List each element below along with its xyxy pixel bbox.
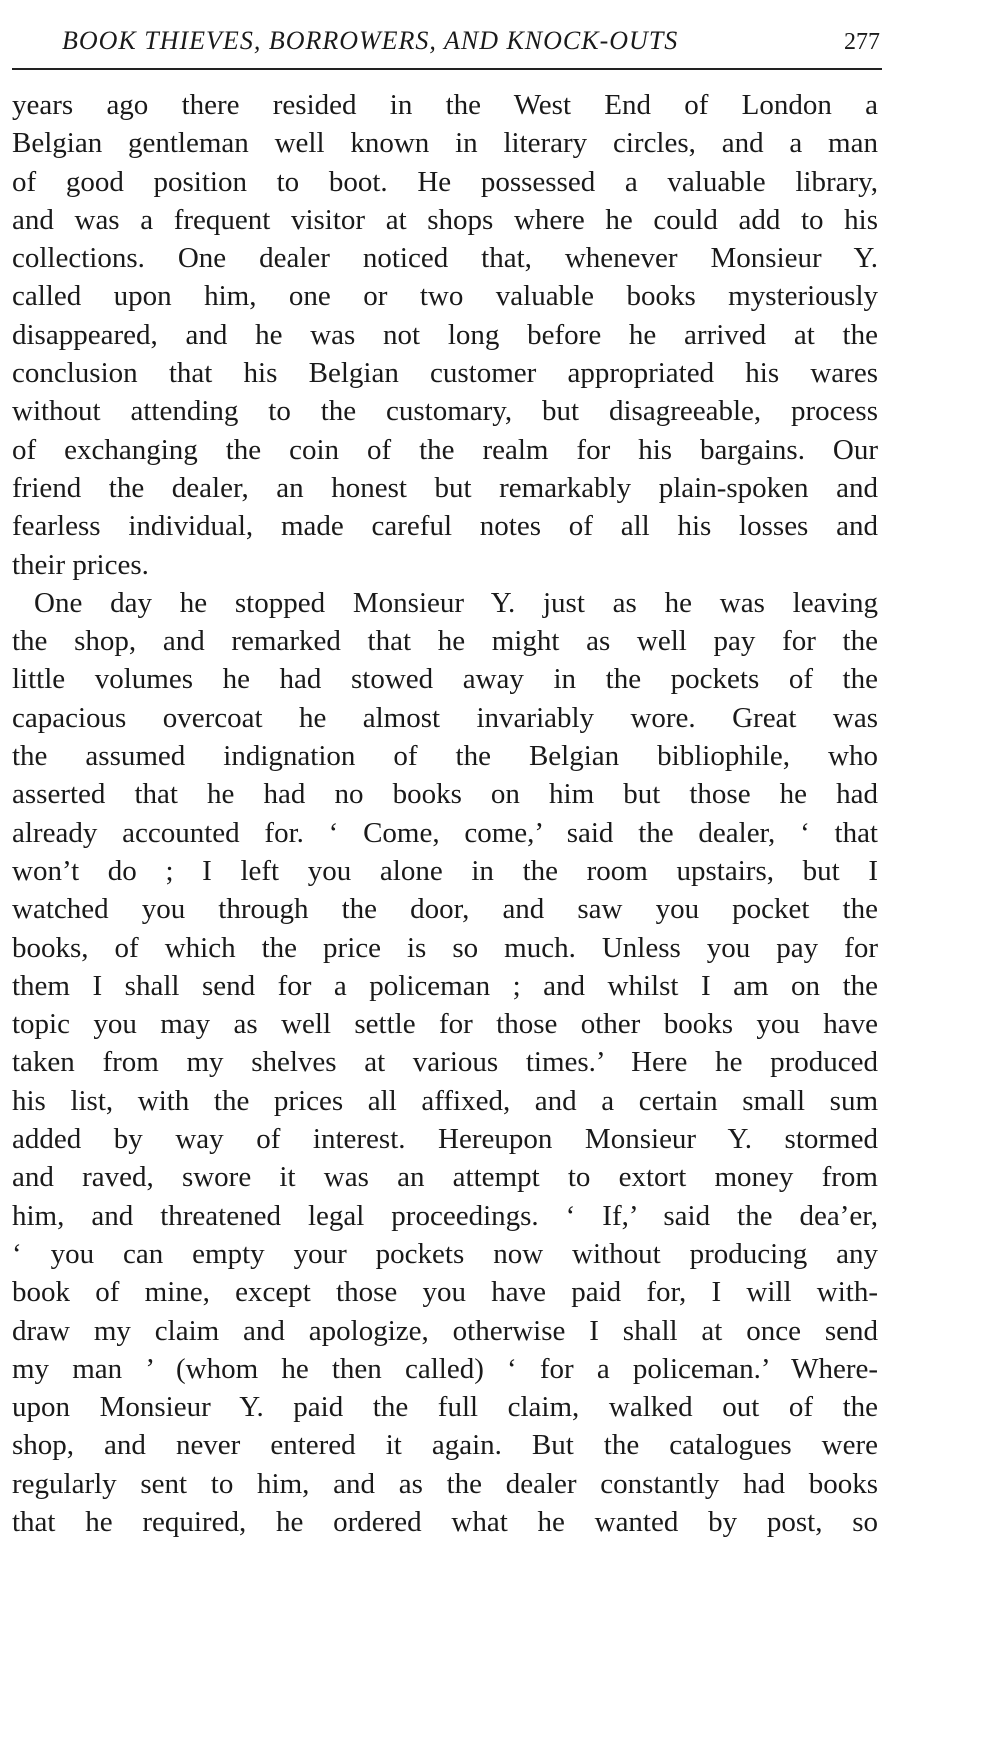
page-number: 277 (844, 29, 880, 55)
text-line: regularly sent to him, and as the dealer constantly had books (12, 1467, 878, 1500)
book-page (12, 0, 878, 1755)
header-rule (12, 68, 882, 70)
text-line: and raved, swore it was an attempt to extort money from (12, 1161, 878, 1194)
text-line: my man ’ (whom he then called) ‘ for a policeman.’ Where- (12, 1352, 878, 1385)
text-line: of good position to boot. He possessed a valuable library, (12, 165, 878, 198)
text-line: them I shall send for a policeman ; and whilst I am on the (12, 969, 878, 1002)
text-line: and was a frequent visitor at shops where he could add to his (12, 203, 878, 236)
running-head (12, 24, 878, 64)
text-line: his list, with the prices all affixed, and a certain small sum (12, 1084, 878, 1117)
text-line: the assumed indignation of the Belgian bibliophile, who (12, 740, 878, 773)
text-line: of exchanging the coin of the realm for his bargains. Our (12, 433, 878, 466)
text-line: won’t do ; I left you alone in the room upstairs, but I (12, 854, 878, 887)
text-line: that he required, he ordered what he wanted by post, so (12, 1505, 878, 1538)
text-line: little volumes he had stowed away in the pockets of the (12, 663, 878, 696)
text-line: upon Monsieur Y. paid the full claim, walked out of the (12, 1391, 878, 1424)
text-line: collections. One dealer noticed that, whenever Monsieur Y. (12, 242, 878, 275)
text-line: ‘ you can empty your pockets now without producing any (12, 1237, 878, 1270)
text-line: Belgian gentleman well known in literary circles, and a man (12, 127, 878, 160)
body-text (12, 86, 878, 1541)
text-line: the shop, and remarked that he might as well pay for the (12, 625, 878, 658)
text-line: topic you may as well settle for those other books you have (12, 1008, 878, 1041)
text-line: watched you through the door, and saw you pocket the (12, 893, 878, 926)
text-line: disappeared, and he was not long before he arrived at the (12, 318, 878, 351)
text-line: asserted that he had no books on him but those he had (12, 778, 878, 811)
text-line: shop, and never entered it again. But the catalogues were (12, 1429, 878, 1462)
paragraph-start-line: One day he stopped Monsieur Y. just as he was leaving (34, 586, 878, 619)
text-line: him, and threatened legal proceedings. ‘ If,’ said the dea’er, (12, 1199, 878, 1232)
text-line: called upon him, one or two valuable books mysteriously (12, 280, 878, 313)
text-line: books, of which the price is so much. Unless you pay for (12, 931, 878, 964)
paragraph-end-line: their prices. (12, 548, 149, 581)
text-line: capacious overcoat he almost invariably wore. Great was (12, 701, 878, 734)
text-line: conclusion that his Belgian customer appropriated his wares (12, 357, 878, 390)
text-line: years ago there resided in the West End of London a (12, 89, 878, 121)
text-line: draw my claim and apologize, otherwise I shall at once send (12, 1314, 878, 1347)
running-title: BOOK THIEVES, BORROWERS, AND KNOCK-OUTS (62, 26, 679, 55)
text-line: friend the dealer, an honest but remarkably plain-spoken and (12, 471, 878, 504)
text-line: book of mine, except those you have paid for, I will with- (12, 1276, 878, 1309)
text-line: already accounted for. ‘ Come, come,’ said the dealer, ‘ that (12, 816, 878, 849)
text-line: without attending to the customary, but disagreeable, process (12, 395, 878, 428)
text-line: taken from my shelves at various times.’ Here he produced (12, 1046, 878, 1079)
text-line: added by way of interest. Hereupon Monsieur Y. stormed (12, 1123, 878, 1156)
text-line: fearless individual, made careful notes of all his losses and (12, 510, 878, 543)
